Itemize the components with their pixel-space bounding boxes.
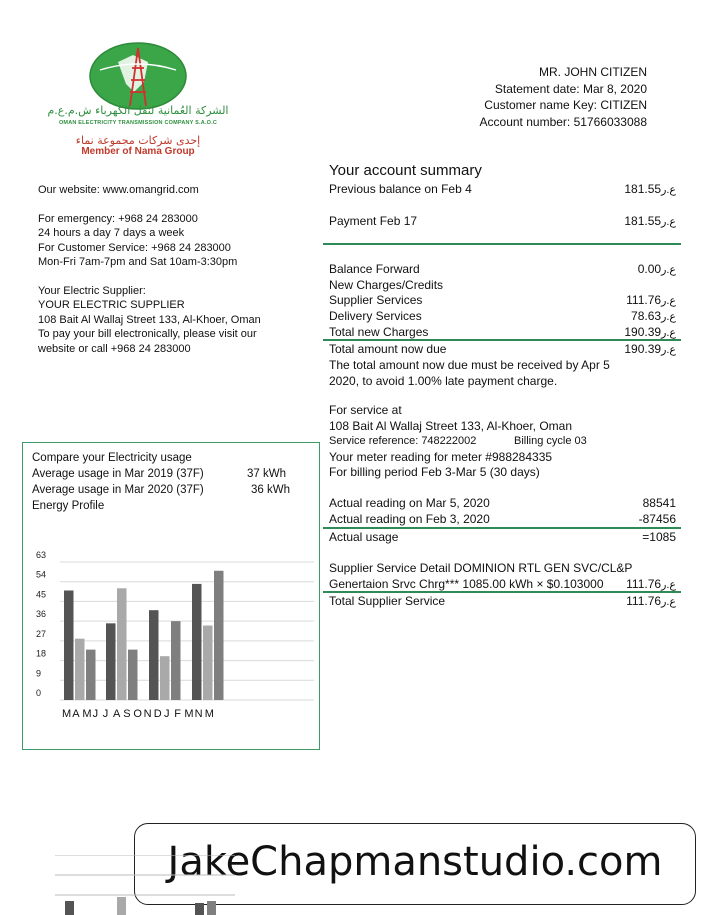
billing-period: For billing period Feb 3-Mar 5 (30 days)	[329, 465, 540, 479]
chart-bar	[214, 570, 224, 699]
x-tick-label: J	[163, 707, 169, 720]
reading-row-feb	[329, 512, 676, 528]
supplier-total-amount-wrap	[626, 594, 676, 608]
reading-row-usage	[329, 530, 676, 546]
supplier-services-amount-wrap	[626, 293, 676, 307]
account-number: Account number: 51766033088	[479, 114, 647, 129]
x-tick-label: M	[183, 707, 194, 720]
supplier-charge-amount: 111.76	[626, 577, 662, 591]
x-tick-label: S	[122, 707, 131, 720]
supplier-services-amount: 111.76	[626, 293, 662, 307]
usage-2020-value: 36 kWh	[251, 484, 290, 496]
chart-bar	[75, 638, 85, 699]
currency-symbol: ع.ر	[661, 184, 676, 196]
new-charges-label: New Charges/Credits	[329, 278, 444, 292]
x-tick-label: F	[173, 707, 181, 720]
chart-bar	[160, 656, 170, 700]
usage-2020-label: Average usage in Mar 2020 (37F)	[32, 484, 204, 496]
logo-english-name: OMAN ELECTRICITY TRANSMISSION COMPANY S.A.O.C	[58, 120, 218, 126]
actual-usage-value: =1085	[642, 530, 676, 544]
divider	[323, 527, 681, 529]
actual-usage-label: Actual usage	[329, 530, 399, 544]
usage-compare-heading: Compare your Electricity usage	[32, 452, 192, 464]
customer-name-key: Customer name Key: CITIZEN	[484, 98, 647, 112]
due-note-line-2: 2020, to avoid 1.00% late payment charge.	[329, 373, 558, 388]
chart-bar	[192, 583, 202, 699]
website-line: Our website: www.omangrid.com	[38, 184, 199, 196]
contact-block	[38, 183, 318, 356]
usage-bar-chart	[22, 442, 320, 750]
chart-bar	[86, 649, 96, 699]
currency-symbol: ع.ر	[661, 264, 676, 276]
previous-balance-amount: 181.55	[624, 182, 662, 196]
actual-mar-value: 88541	[642, 496, 676, 510]
summary-row-new-charges	[329, 278, 676, 294]
balance-forward-amount: 0.00	[637, 262, 662, 276]
divider	[323, 243, 681, 245]
supplier-charge-label: Genertaion Srvc Chrg*** 1085.00 kWh × $0.103000	[329, 577, 604, 591]
x-tick-label: M	[204, 707, 214, 720]
company-logo	[38, 40, 238, 162]
currency-symbol: ع.ر	[661, 311, 676, 323]
x-tick-label: A	[112, 707, 120, 720]
actual-mar-label: Actual reading on Mar 5, 2020	[329, 496, 490, 510]
currency-symbol: ع.ر	[661, 344, 676, 356]
meter-reading: Your meter reading for meter #988284335	[329, 449, 553, 464]
chart-bar	[149, 610, 159, 700]
customer-block	[347, 65, 647, 131]
service-hours-line: Mon-Fri 7am-7pm and Sat 10am-3:30pm	[38, 256, 238, 268]
supplier-heading: Your Electric Supplier:	[38, 284, 146, 297]
x-tick-label: A	[71, 707, 80, 720]
supplier-total-amount: 111.76	[626, 594, 662, 608]
previous-balance-amount-wrap	[624, 182, 676, 196]
supplier-total-row	[329, 594, 676, 610]
usage-compare-panel	[22, 442, 320, 750]
usage-2019-label: Average usage in Mar 2019 (37F)	[32, 468, 204, 480]
customer-service-line: For Customer Service: +968 24 283000	[38, 241, 231, 254]
delivery-services-label: Delivery Services	[329, 309, 422, 323]
summary-row-payment	[329, 214, 676, 230]
chart-bar	[203, 625, 213, 699]
divider	[323, 339, 681, 341]
total-new-amount-wrap	[624, 325, 676, 339]
supplier-name: YOUR ELECTRIC SUPPLIER	[38, 299, 185, 311]
customer-name: MR. JOHN CITIZEN	[539, 65, 647, 79]
usage-2019-value: 37 kWh	[247, 468, 286, 480]
delivery-services-amount-wrap	[631, 309, 676, 323]
supplier-detail-heading-row	[329, 561, 676, 577]
statement-date: Statement date: Mar 8, 2020	[494, 81, 647, 96]
balance-forward-label: Balance Forward	[329, 262, 420, 276]
total-new-amount: 190.39	[624, 325, 662, 339]
supplier-total-label: Total Supplier Service	[329, 594, 446, 608]
x-tick-label: N	[143, 707, 152, 720]
energy-profile-label: Energy Profile	[32, 500, 105, 512]
y-tick-label: 45	[35, 588, 46, 599]
y-tick-label: 63	[35, 549, 46, 560]
chart-bar	[128, 649, 138, 699]
supplier-charge-amount-wrap	[626, 577, 676, 591]
supplier-services-label: Supplier Services	[329, 293, 423, 307]
service-heading: For service at	[329, 403, 402, 417]
summary-row-previous-balance	[329, 182, 676, 198]
billing-cycle: Billing cycle 03	[514, 435, 587, 447]
currency-symbol: ع.ر	[661, 295, 676, 307]
y-tick-label: 36	[35, 608, 46, 619]
reading-row-mar	[329, 496, 676, 512]
summary-row-supplier-services	[329, 293, 676, 309]
chart-bar	[117, 588, 127, 700]
x-tick-label: J	[92, 707, 98, 720]
hours-line: 24 hours a day 7 days a week	[38, 227, 185, 239]
actual-feb-label: Actual reading on Feb 3, 2020	[329, 512, 490, 526]
supplier-address: 108 Bait Al Wallaj Street 133, Al-Khoer, Oman	[38, 313, 261, 326]
payment-amount-wrap	[624, 214, 676, 228]
y-tick-label: 54	[35, 569, 46, 580]
total-due-label: Total amount now due	[329, 342, 447, 356]
faded-chart-echo	[55, 855, 275, 915]
x-tick-label: M	[81, 707, 92, 720]
chart-bar	[64, 590, 74, 700]
chart-bar	[106, 623, 116, 700]
y-tick-label: 18	[35, 648, 46, 659]
y-tick-label: 0	[35, 687, 41, 698]
service-reference-row	[329, 434, 676, 450]
service-block	[329, 403, 676, 481]
previous-balance-label: Previous balance on Feb 4	[329, 182, 472, 196]
due-note-line-1: The total amount now due must be received by Apr 5	[329, 358, 610, 372]
currency-symbol: ع.ر	[661, 216, 676, 228]
logo-arabic-name: الشركة العُمانية لنقل الكهرباء ش.م.ع.م	[47, 104, 229, 117]
x-tick-label: M	[61, 707, 71, 720]
service-address: 108 Bait Al Wallaj Street 133, Al-Khoer, Oman	[329, 418, 573, 433]
emergency-line: For emergency: +968 24 283000	[38, 212, 198, 225]
chart-bar	[171, 621, 181, 700]
currency-symbol: ع.ر	[661, 327, 676, 339]
delivery-services-amount: 78.63	[631, 309, 662, 323]
x-tick-label: D	[153, 707, 162, 720]
logo-member: Member of Nama Group	[81, 146, 195, 157]
summary-title: Your account summary	[329, 162, 482, 179]
total-due-amount-wrap	[624, 342, 676, 356]
currency-symbol: ع.ر	[661, 596, 676, 608]
y-tick-label: 27	[35, 628, 46, 639]
total-due-amount: 190.39	[624, 342, 662, 356]
pay-line-1: To pay your bill electronically, please visit our	[38, 328, 257, 340]
logo-arabic-member: إحدى شركات مجموعة نماء	[75, 134, 201, 147]
payment-label: Payment Feb 17	[329, 214, 418, 228]
actual-feb-value: -87456	[638, 512, 676, 526]
watermark: JakeChapmanstudio.com	[134, 823, 696, 905]
service-reference: Service reference: 748222002	[329, 435, 477, 447]
x-tick-label: N	[194, 707, 203, 720]
y-tick-label: 9	[35, 667, 41, 678]
summary-row-total-due	[329, 342, 676, 358]
balance-forward-amount-wrap	[638, 262, 676, 276]
summary-row-balance-forward	[329, 262, 676, 278]
divider	[323, 591, 681, 593]
pay-line-2: website or call +968 24 283000	[38, 342, 191, 355]
supplier-detail-heading: Supplier Service Detail DOMINION RTL GEN SVC/CL&P	[329, 561, 633, 575]
x-tick-label: J	[102, 707, 108, 720]
payment-amount: 181.55	[624, 214, 662, 228]
summary-row-delivery-services	[329, 309, 676, 325]
total-new-label: Total new Charges	[329, 325, 429, 339]
due-note	[329, 358, 610, 389]
currency-symbol: ع.ر	[661, 579, 676, 591]
x-tick-label: O	[132, 707, 142, 720]
